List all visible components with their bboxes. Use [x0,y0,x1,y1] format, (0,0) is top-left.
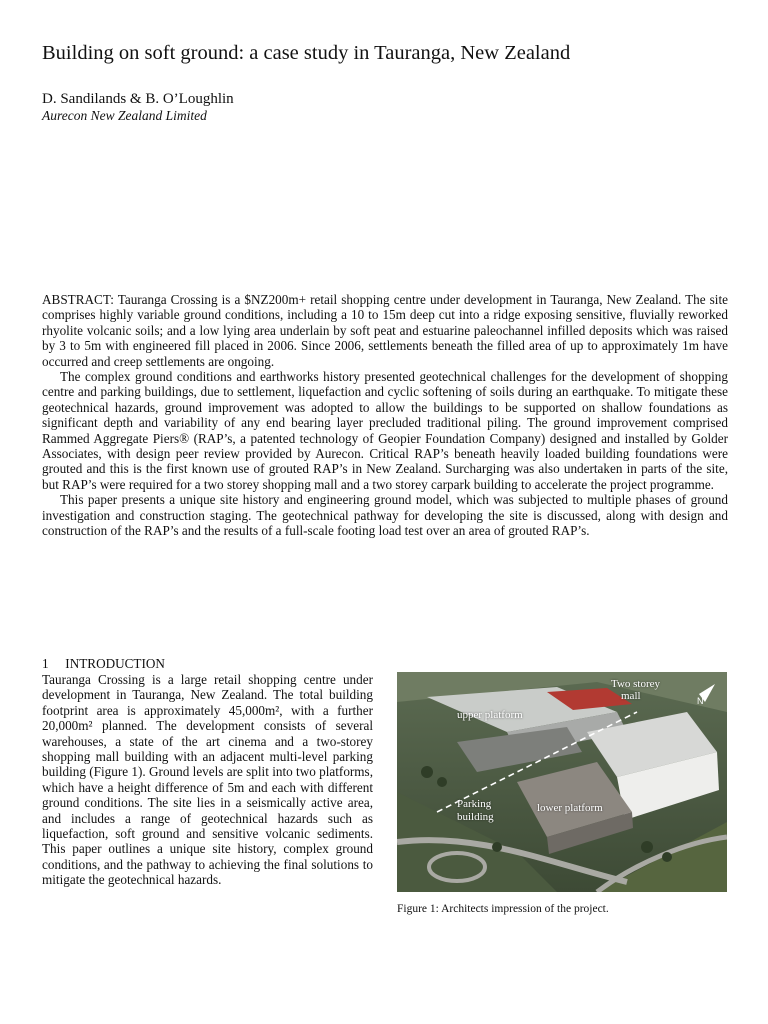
figure-1-image [397,672,727,892]
section-title: INTRODUCTION [65,656,165,671]
paper-title: Building on soft ground: a case study in Tauranga, New Zealand [42,42,571,64]
abstract-paragraph-2: The complex ground conditions and earthworks history presented geotechnical challenges for the development of shopping centre and parking buildings, due to settlement, liquefaction and cyclic softening of soils during an earthquake. To mitigate these geotechnical hazards, ground improvement was adopted to allow the buildings to be supported on shallow foundations as significant depth and variability of any end bearing layer precluded traditional piling. The ground improvement comprised Rammed Aggregate Piers® (RAP’s, a patented technology of Geopier Foundation Company) designed and installed by Golder Associates, with design peer review provided by Aurecon. Critical RAP’s beneath heavily loaded building foundations were grouted and this is the first known use of grouted RAP’s in New Zealand. Surcharging was also undertaken in parts of the site, but RAP’s were required for a two storey shopping mall and a two storey carpark building to accelerate the project programme. [42,369,728,492]
section-heading [42,656,165,671]
label-mall: mall [621,690,641,702]
label-two-storey: Two storey [611,678,661,690]
label-parking: Parking [457,798,492,810]
abstract-paragraph-3: This paper presents a unique site history and engineering ground model, which was subjected to multiple phases of ground investigation and construction staging. The geotechnical pathway for developing the site is discussed, along with design and construction of the RAP’s and the results of a full-scale footing load test over an area of grouted RAP’s. [42,492,728,539]
introduction-text: Tauranga Crossing is a large retail shopping centre under development in Tauranga, New Zealand. The total building footprint area is approximately 45,000m², with a further 20,000m² planned. The development consists of several warehouses, a state of the art cinema and a two-storey shopping mall building with an adjacent multi-level parking building (Figure 1). Ground levels are split into two platforms, which have a height difference of 5m and each with different ground conditions. The site lies in a seismically active area, and includes a range of geotechnical hazards such as liquefaction, soft ground and sensitive volcanic sediments. This paper outlines a unique site history, complex ground conditions, and the pathway to achieving the final solutions to mitigate the geotechnical hazards. [42,672,373,888]
label-lower-platform: lower platform [537,802,603,814]
section-number: 1 [42,656,49,671]
abstract-paragraph-1: ABSTRACT: Tauranga Crossing is a $NZ200m+ retail shopping centre under development in Tauranga, New Zealand. The site comprises highly variable ground conditions, including a 10 to 15m deep cut into a ridge exposing sensitive, fluvially reworked rhyolite volcanic soils; and a low lying area underlain by soft peat and estuarine paleochannel infilled deposits which was raised by 3 to 5m with engineered fill placed in 2006. Since 2006, settlements beneath the filled area of up to approximately 1m have occurred and creep settlements are ongoing. [42,292,728,369]
figure-caption: Figure 1: Architects impression of the project. [397,903,609,915]
authors: D. Sandilands & B. O’Loughlin [42,91,234,107]
aerial-illustration [397,672,727,892]
label-building: building [457,811,494,823]
label-upper-platform: upper platform [457,709,523,721]
north-label: N [697,696,704,706]
affiliation: Aurecon New Zealand Limited [42,108,207,123]
abstract [42,292,728,539]
